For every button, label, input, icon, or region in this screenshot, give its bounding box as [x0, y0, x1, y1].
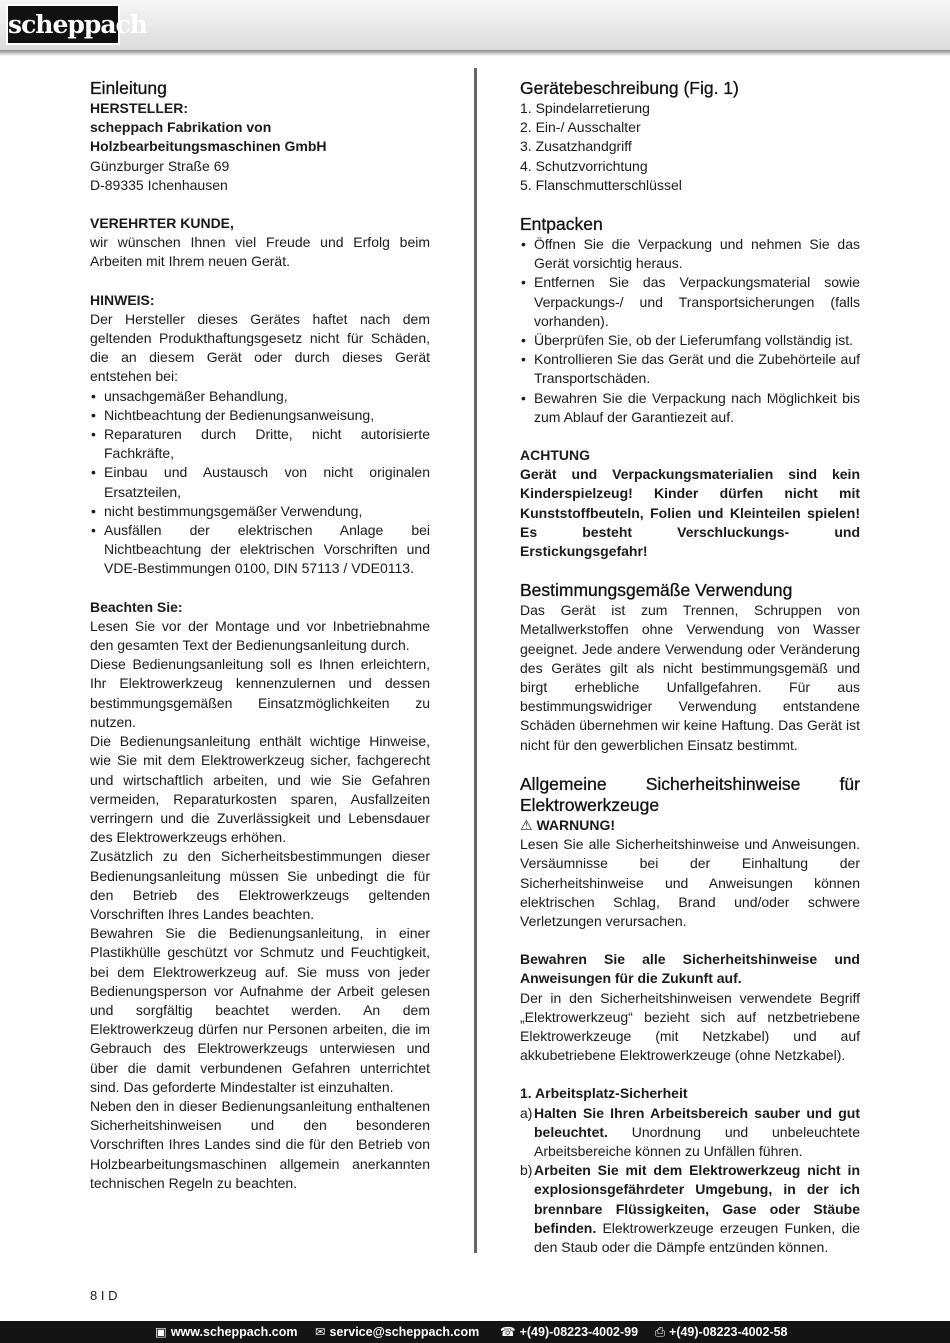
intro-heading: Einleitung [90, 78, 167, 98]
unpack-list [520, 235, 860, 427]
phone-icon: ☎ [500, 1325, 516, 1339]
list-item [520, 1104, 860, 1162]
phone-text: +(49)-08223-4002-99 [519, 1325, 639, 1339]
list-item: • Reparaturen durch Dritte, nicht autorisierte Fachkräfte, [90, 425, 430, 463]
list-item: • Nichtbeachtung der Bedienungsanweisung, [90, 406, 430, 425]
observe-paragraph: Zusätzlich zu den Sicherheitsbestimmungen dieser Bedienungsanleitung müssen Sie unbedingt die für den Betrieb des Elektrowerkzeugs geltenden Vorschriften Ihres Landes beachten. [90, 848, 430, 922]
intended-use-heading: Bestimmungsgemäße Verwendung [520, 580, 793, 601]
observe-paragraph: Bewahren Sie die Bedienungsanleitung, in einer Plastikhülle geschützt vor Schmutz und Feuchtigkeit, bei dem Elektrowerkzeug auf. Sie muss von jeder Bedienungsperson vor Aufnahme der Arbeit gelesen und sorgfältig beachtet werden. An dem Elektrowerkzeug dürfen nur Personen arbeiten, die im Gebrauch des Elektrowerkzeugs unterwiesen und über die damit verbundenen Gefahren unterrichtet sind. Das geforderte Mindestalter ist einzuhalten. [90, 925, 430, 1095]
list-item: • Öffnen Sie die Verpackung und nehmen Sie das Gerät vorsichtig heraus. [520, 235, 860, 273]
greeting: VEREHRTER KUNDE, [90, 215, 234, 232]
observe-paragraph: Neben den in dieser Bedienungsanleitung enthaltenen Sicherheitshinweisen und den besonderen Vorschriften Ihres Landes sind die für den Betrieb von Holzbearbeitungsmaschinen allgemein anerkannten technischen Regeln zu beachten. [90, 1097, 430, 1191]
item-bold-text: Halten Sie Ihren Arbeitsbereich sauber und gut beleuchtet. [534, 1104, 860, 1140]
footer-fax [655, 1321, 788, 1343]
page-number: 8 I D [90, 1288, 118, 1303]
unpack-heading: Entpacken [520, 214, 603, 235]
list-item: • unsachgemäßer Behandlung, [90, 387, 430, 406]
envelope-icon: ✉ [315, 1325, 326, 1339]
left-column [90, 78, 430, 1193]
list-item: • Ausfällen der elektrischen Anlage bei Nichtbeachtung der elektrischen Vorschriften und VDE-Bestimmungen 0100, DIN 57113 / VDE0113. [90, 521, 430, 579]
column-divider [474, 68, 477, 1253]
warning-text: Lesen Sie alle Sicherheitshinweise und Anweisungen. Versäumnisse bei der Einhaltung der Sicherheitshinweise und Anweisungen können elektrischen Schlag, Brand und/oder schwere Verletzungen verursachen. [520, 836, 860, 929]
observe-paragraph: Lesen Sie vor der Montage und vor Inbetriebnahme den gesamten Text der Bedienungsanleitung durch. [90, 617, 430, 654]
list-item: • Entfernen Sie das Verpackungsmaterial sowie Verpackungs-/ und Transportsicherungen (falls vorhanden). [520, 273, 860, 331]
intended-use-text: Das Gerät ist zum Trennen, Schruppen von Metallwerkstoffen ohne Verwendung von Wasser geeignet. Jede andere Verwendung oder Veränderung des Gerätes gilt als nicht bestimmungsgemäß und birgt erhebliche Unfallgefahren. Für aus bestimmungswidriger Verwendung entstandene Schäden übernehmen wir keine Haftung. Das Gerät ist nicht für den gewerblichen Einsatz bestimmt. [520, 602, 860, 753]
fax-icon: ⎙ [655, 1325, 666, 1339]
footer-email[interactable] [315, 1321, 479, 1343]
manufacturer-label: HERSTELLER: [90, 100, 188, 116]
observe-paragraph: Diese Bedienungsanleitung soll es Ihnen erleichtern, Ihr Elektrowerkzeug kennenzulernen und dessen bestimmungsgemäßen Einsatzmöglichkeiten zu nutzen. [90, 656, 430, 730]
right-column [520, 78, 860, 1257]
email-text: service@scheppach.com [329, 1325, 480, 1339]
device-part: 1. Spindelarretierung [520, 100, 650, 116]
list-item: • Kontrollieren Sie das Gerät und die Zubehörteile auf Transportschäden. [520, 350, 860, 388]
keep-instructions-text: Bewahren Sie alle Sicherheitshinweise und Anweisungen für die Zukunft auf. [520, 951, 860, 987]
device-part: 3. Zusatzhandgriff [520, 138, 632, 155]
monitor-icon: ▣ [155, 1325, 167, 1339]
fax-text: +(49)-08223-4002-58 [669, 1325, 788, 1339]
notice-title: HINWEIS: [90, 291, 155, 308]
item-text: Unordnung und unbeleuchtete Arbeitsbereiche können zu Unfällen führen. [534, 1123, 860, 1159]
observe-paragraph: Die Bedienungsanleitung enthält wichtige Hinweise, wie Sie mit dem Elektrowerkzeug sicher, fachgerecht und wirtschaftlich arbeiten, und wie Sie Gefahren vermeiden, Reparaturkosten sparen, Ausfallzeiten verringern und die Zuverlässigkeit und Lebensdauer des Elektrowerkzeugs erhöhen. [90, 733, 430, 846]
list-item: • Einbau und Austausch von nicht originalen Ersatzteilen, [90, 463, 430, 501]
attention-title: ACHTUNG [520, 447, 590, 464]
item-marker: a) [520, 1104, 533, 1121]
warning-line [520, 816, 860, 835]
observe-title: Beachten Sie: [90, 598, 183, 615]
warning-triangle-icon: ⚠ [520, 816, 533, 833]
page-footer [0, 1321, 950, 1343]
list-item: • Bewahren Sie die Verpackung nach Möglichkeit bis zum Ablauf der Garantiezeit auf. [520, 389, 860, 427]
header-shadow [0, 50, 950, 56]
manufacturer-street: Günzburger Straße 69 [90, 157, 230, 174]
safety-heading-line-2: Elektrowerkzeuge [520, 794, 660, 815]
device-description-heading: Gerätebeschreibung (Fig. 1) [520, 78, 739, 98]
greeting-text: wir wünschen Ihnen viel Freude und Erfolg beim Arbeiten mit Ihrem neuen Gerät. [90, 234, 430, 270]
scheppach-logo: scheppach [6, 4, 120, 45]
manufacturer-city: D-89335 Ichenhausen [90, 176, 228, 193]
device-part: 2. Ein-/ Ausschalter [520, 119, 641, 136]
warning-label: WARNUNG! [536, 816, 615, 833]
item-bold-text: Arbeiten Sie mit dem Elektrowerkzeug nicht in explosionsgefährdeter Umgebung, in der ich brennbare Flüssigkeiten, Gase oder Stäube befinden. [534, 1162, 860, 1236]
item-text: Elektrowerkzeuge erzeugen Funken, die den Staub oder die Dämpfe entzünden können. [534, 1219, 860, 1255]
footer-phone [500, 1321, 638, 1343]
device-part: 4. Schutzvorrichtung [520, 157, 648, 174]
list-item: • nicht bestimmungsgemäßer Verwendung, [90, 502, 430, 521]
manufacturer-name-2: Holzbearbeitungsmaschinen GmbH [90, 138, 327, 155]
device-part: 5. Flanschmutterschlüssel [520, 176, 682, 193]
footer-website[interactable] [155, 1321, 297, 1343]
attention-text: Gerät und Verpackungsmaterialien sind kein Kinderspielzeug! Kinder dürfen nicht mit Kunststoffbeuteln, Folien und Kleinteilen spielen! Es besteht Verschluckungs- und Erstickungsgefahr! [520, 466, 860, 560]
manufacturer-name-1: scheppach Fabrikation von [90, 119, 272, 136]
safety-heading-line-1: Allgemeine Sicherheitshinweise für [520, 773, 860, 794]
website-text: www.scheppach.com [170, 1325, 298, 1339]
list-item: • Überprüfen Sie, ob der Lieferumfang vollständig ist. [520, 331, 860, 350]
term-definition-text: Der in den Sicherheitshinweisen verwendete Begriff „Elektrowerkzeug“ bezieht sich auf netzbetriebene Elektrowerkzeuge (mit Netzkabel) und auf akkubetriebene Elektrowerkzeuge (ohne Netzkabel). [520, 989, 860, 1064]
notice-list [90, 387, 430, 579]
workplace-safety-title: 1. Arbeitsplatz-Sicherheit [520, 1085, 688, 1102]
notice-text: Der Hersteller dieses Gerätes haftet nach dem geltenden Produkthaftungsgesetz nicht für Schäden, die an diesem Gerät oder durch dieses Gerät entstehen bei: [90, 310, 430, 385]
list-item [520, 1161, 860, 1257]
page-header [0, 0, 950, 50]
item-marker: b) [520, 1162, 533, 1179]
